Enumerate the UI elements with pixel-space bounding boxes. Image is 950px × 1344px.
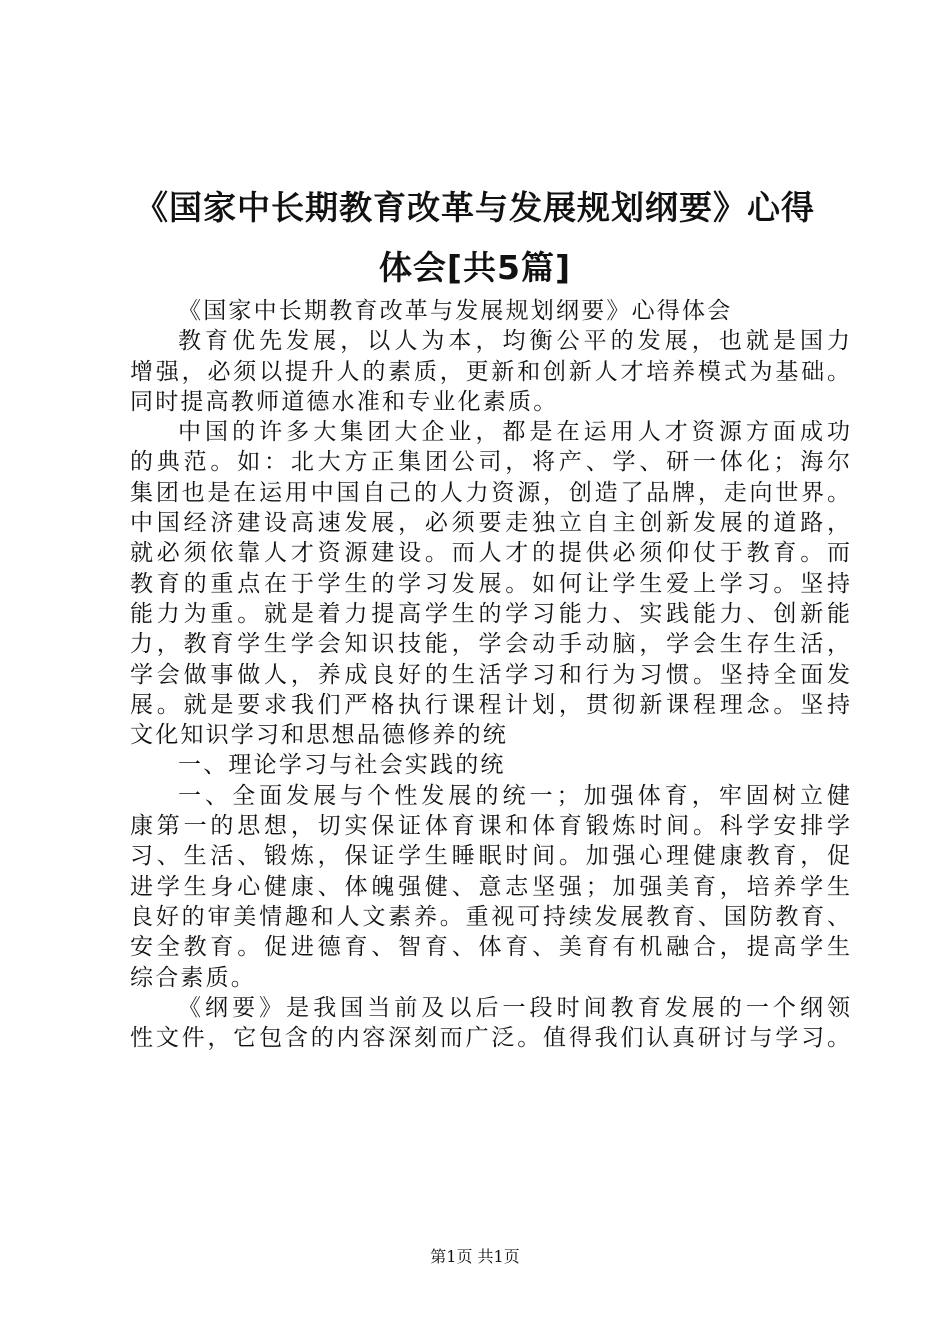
text-line: 同时提高教师道德水准和专业化素质。 [130,388,559,415]
document-title-line2: 体会[共5篇] [378,248,572,287]
text-line: 的典范。如：北大方正集团公司，将产、学、研一体化；海尔 [130,449,850,476]
text-line: 《国家中长期教育改革与发展规划纲要》心得体会 [178,298,733,324]
text-line: 教育的重点在于学生的学习发展。如何让学生爱上学习。坚持 [130,570,850,597]
text-line: 展。就是要求我们严格执行课程计划，贯彻新课程理念。坚持 [130,691,850,718]
text-line: 力，教育学生学会知识技能，学会动手动脑，学会生存生活， [130,631,850,658]
text-line: 一、理论学习与社会实践的统 [178,752,506,779]
text-line: 增强，必须以提升人的素质，更新和创新人才培养模式为基础。 [130,358,850,385]
text-line: 良好的审美情趣和人文素养。重视可持续发展教育、国防教育、 [130,903,850,930]
text-line: 能力为重。就是着力提高学生的学习能力、实践能力、创新能 [130,600,850,627]
text-line: 习、生活、锻炼，保证学生睡眠时间。加强心理健康教育，促 [130,843,850,870]
text-line: 《纲要》是我国当前及以后一段时间教育发展的一个纲领 [178,994,850,1021]
text-line: 综合素质。 [130,964,256,991]
text-line: 文化知识学习和思想品德修养的统 [130,722,508,749]
document-body [130,296,850,1053]
text-line: 就必须依靠人才资源建设。而人才的提供必须仰仗于教育。而 [130,540,850,567]
text-line: 性文件，它包含的内容深刻而广泛。值得我们认真研讨与学习。 [130,1025,850,1052]
text-line: 一、全面发展与个性发展的统一；加强体育，牢固树立健 [178,782,850,809]
text-line: 教育优先发展，以人为本，均衡公平的发展，也就是国力 [178,328,850,355]
text-line: 集团也是在运用中国自己的人力资源，创造了品牌，走向世界。 [130,479,850,506]
text-line: 中国的许多大集团大企业，都是在运用人才资源方面成功 [178,419,850,446]
page-footer: 第1页 共1页 [430,1247,520,1266]
text-line: 中国经济建设高速发展，必须要走独立自主创新发展的道路， [130,510,850,537]
text-line: 学会做事做人，养成良好的生活学习和行为习惯。坚持全面发 [130,661,850,688]
text-line: 安全教育。促进德育、智育、体育、美育有机融合，提高学生 [130,934,850,961]
text-line: 康第一的思想，切实保证体育课和体育锻炼时间。科学安排学 [130,813,850,840]
text-line: 进学生身心健康、体魄强健、意志坚强；加强美育，培养学生 [130,873,850,900]
document-title-line1: 《国家中长期教育改革与发展规划纲要》心得 [135,188,815,227]
